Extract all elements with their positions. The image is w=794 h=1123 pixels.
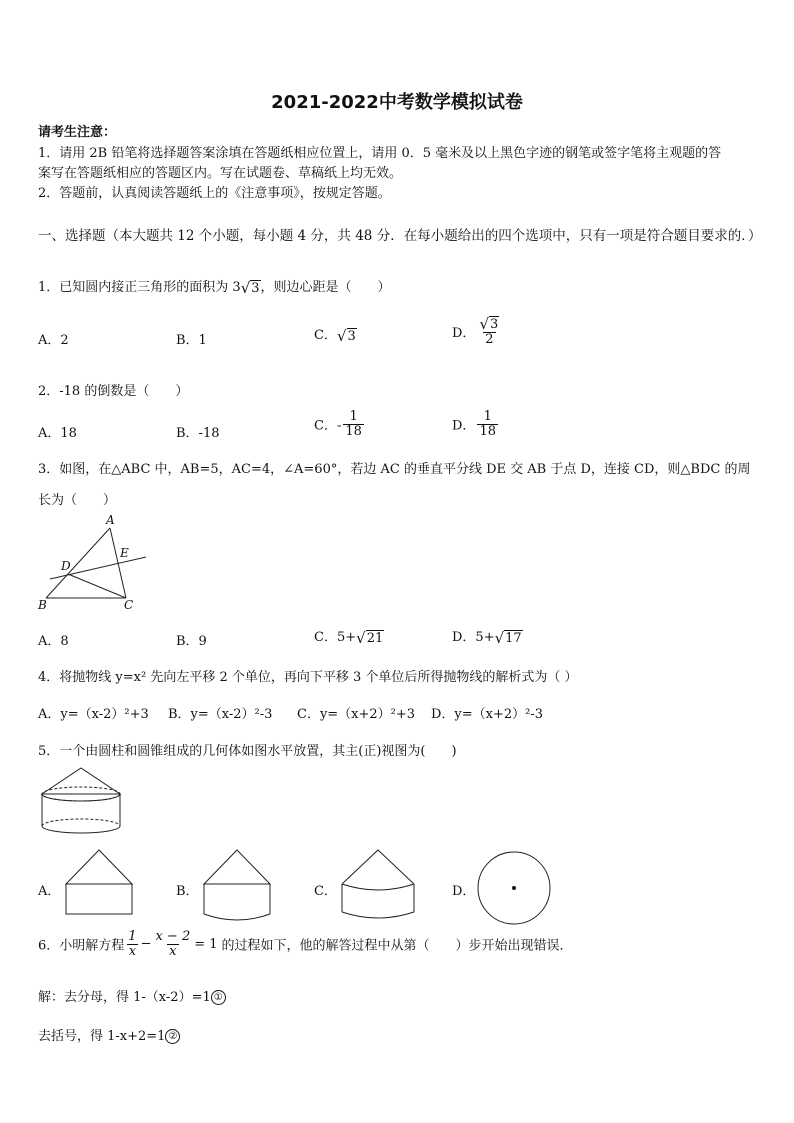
q1-option-c[interactable]: C． √ 3 [314, 326, 356, 345]
notice-line-3: 2．答题前，认真阅读答题纸上的《注意事项》，按规定答题。 [38, 186, 391, 201]
q2-option-b[interactable]: B．-18 [176, 426, 220, 441]
question-3-stem-line-2: 长为（ ） [38, 493, 117, 508]
question-1-text-a: 1．已知圆内接正三角形的面积为 3 [38, 280, 241, 295]
q5-option-d-figure [476, 850, 552, 926]
q5-option-b-figure [200, 848, 274, 924]
q1-option-b[interactable]: B．1 [176, 333, 207, 348]
label-B: B [38, 598, 47, 612]
q4-option-b[interactable]: B．y=（x-2）²-3 [168, 707, 273, 722]
sqrt-symbol: √ 21 [356, 628, 384, 647]
sqrt-symbol: √ 3 [336, 326, 356, 345]
q5-option-c-figure [338, 848, 418, 924]
question-6-step-2: 去括号，得 1-x+2=1 ② [38, 1025, 180, 1044]
sqrt-symbol: √ 3 [240, 278, 260, 297]
segment-CD [68, 574, 126, 598]
q2-option-c[interactable]: C．- $\frac{1}{18}$ [314, 409, 362, 439]
fraction: √ 3 2 [479, 315, 499, 347]
q2-option-a[interactable]: A．18 [38, 426, 77, 441]
q4-option-c[interactable]: C．y=（x+2）²+3 [297, 707, 416, 722]
q4-option-a[interactable]: A．y=（x-2）²+3 [38, 707, 149, 722]
fraction: $\frac{x - 2}{x}$ [155, 929, 191, 959]
question-2-stem: 2．-18 的倒数是（ ） [38, 384, 189, 399]
label-D: D [61, 559, 71, 573]
fraction: $\frac{1}{x}$ [128, 929, 137, 959]
q3-option-c[interactable]: C．5+ √ 21 [314, 628, 384, 647]
question-5-stem: 5．一个由圆柱和圆锥组成的几何体如图水平放置，其主(正)视图为( ) [38, 744, 457, 759]
triangle-figure [36, 512, 150, 612]
q1-option-a[interactable]: A．2 [38, 333, 69, 348]
q5-option-c[interactable]: C． [314, 884, 337, 899]
notice-line-1: 1．请用 2B 铅笔将选择题答案涂填在答题纸相应位置上，请用 0．5 毫米及以上黑色字迹的钢笔或签字笔将主观题的答 [38, 146, 722, 161]
section-heading-1: 一、选择题（本大题共 12 个小题，每小题 4 分，共 48 分．在每小题给出的四个选项中，只有一项是符合题目要求的．） [38, 228, 762, 244]
fraction: $\frac{1}{18}$ [345, 409, 362, 439]
notice-line-2: 案写在答题纸相应的答题区内。写在试题卷、草稿纸上均无效。 [38, 166, 403, 181]
label-C: C [124, 598, 134, 612]
question-3-stem-line-1: 3．如图，在△ABC 中，AB=5，AC=4，∠A=60°，若边 AC 的垂直平分线 DE 交 AB 于点 D，连接 CD，则△BDC 的周 [38, 462, 751, 477]
label-E: E [120, 546, 129, 560]
question-1-stem [38, 276, 391, 296]
question-1-text-b: ，则边心距是（ ） [260, 280, 391, 295]
sqrt-symbol: √ 17 [494, 628, 522, 647]
question-6-step-1: 解：去分母，得 1-（x-2）=1 ① [38, 986, 226, 1005]
question-6-stem: 6．小明解方程 $\frac{1}{x}$ − $\frac{x - 2}{x}$ = 1 的过程如下，他的解答过程中从第（ ）步开始出现错误． [38, 929, 573, 959]
q4-option-d[interactable]: D．y=（x+2）²-3 [431, 707, 544, 722]
q3-option-a[interactable]: A．8 [38, 634, 69, 649]
notice-heading: 请考生注意： [38, 125, 117, 140]
fraction: $\frac{1}{18}$ [479, 409, 496, 439]
q5-option-b[interactable]: B． [176, 884, 199, 899]
q1-option-d[interactable]: D． √ 3 2 [452, 316, 503, 347]
page-title: 2021-2022中考数学模拟试卷 [271, 92, 523, 113]
q3-option-d[interactable]: D．5+ √ 17 [452, 628, 522, 647]
q5-option-d[interactable]: D． [452, 884, 476, 899]
cylinder-cone-solid [36, 764, 126, 840]
step-marker: ① [211, 990, 226, 1005]
q5-option-a-figure [62, 848, 136, 918]
step-marker: ② [165, 1029, 180, 1044]
label-A: A [106, 513, 115, 527]
q5-option-a[interactable]: A． [38, 884, 61, 899]
q2-option-d[interactable]: D． $\frac{1}{18}$ [452, 409, 496, 439]
q3-option-b[interactable]: B．9 [176, 634, 207, 649]
question-4-stem: 4．将抛物线 y=x² 先向左平移 2 个单位，再向下平移 3 个单位后所得抛物线的解析式为（ ） [38, 670, 578, 685]
